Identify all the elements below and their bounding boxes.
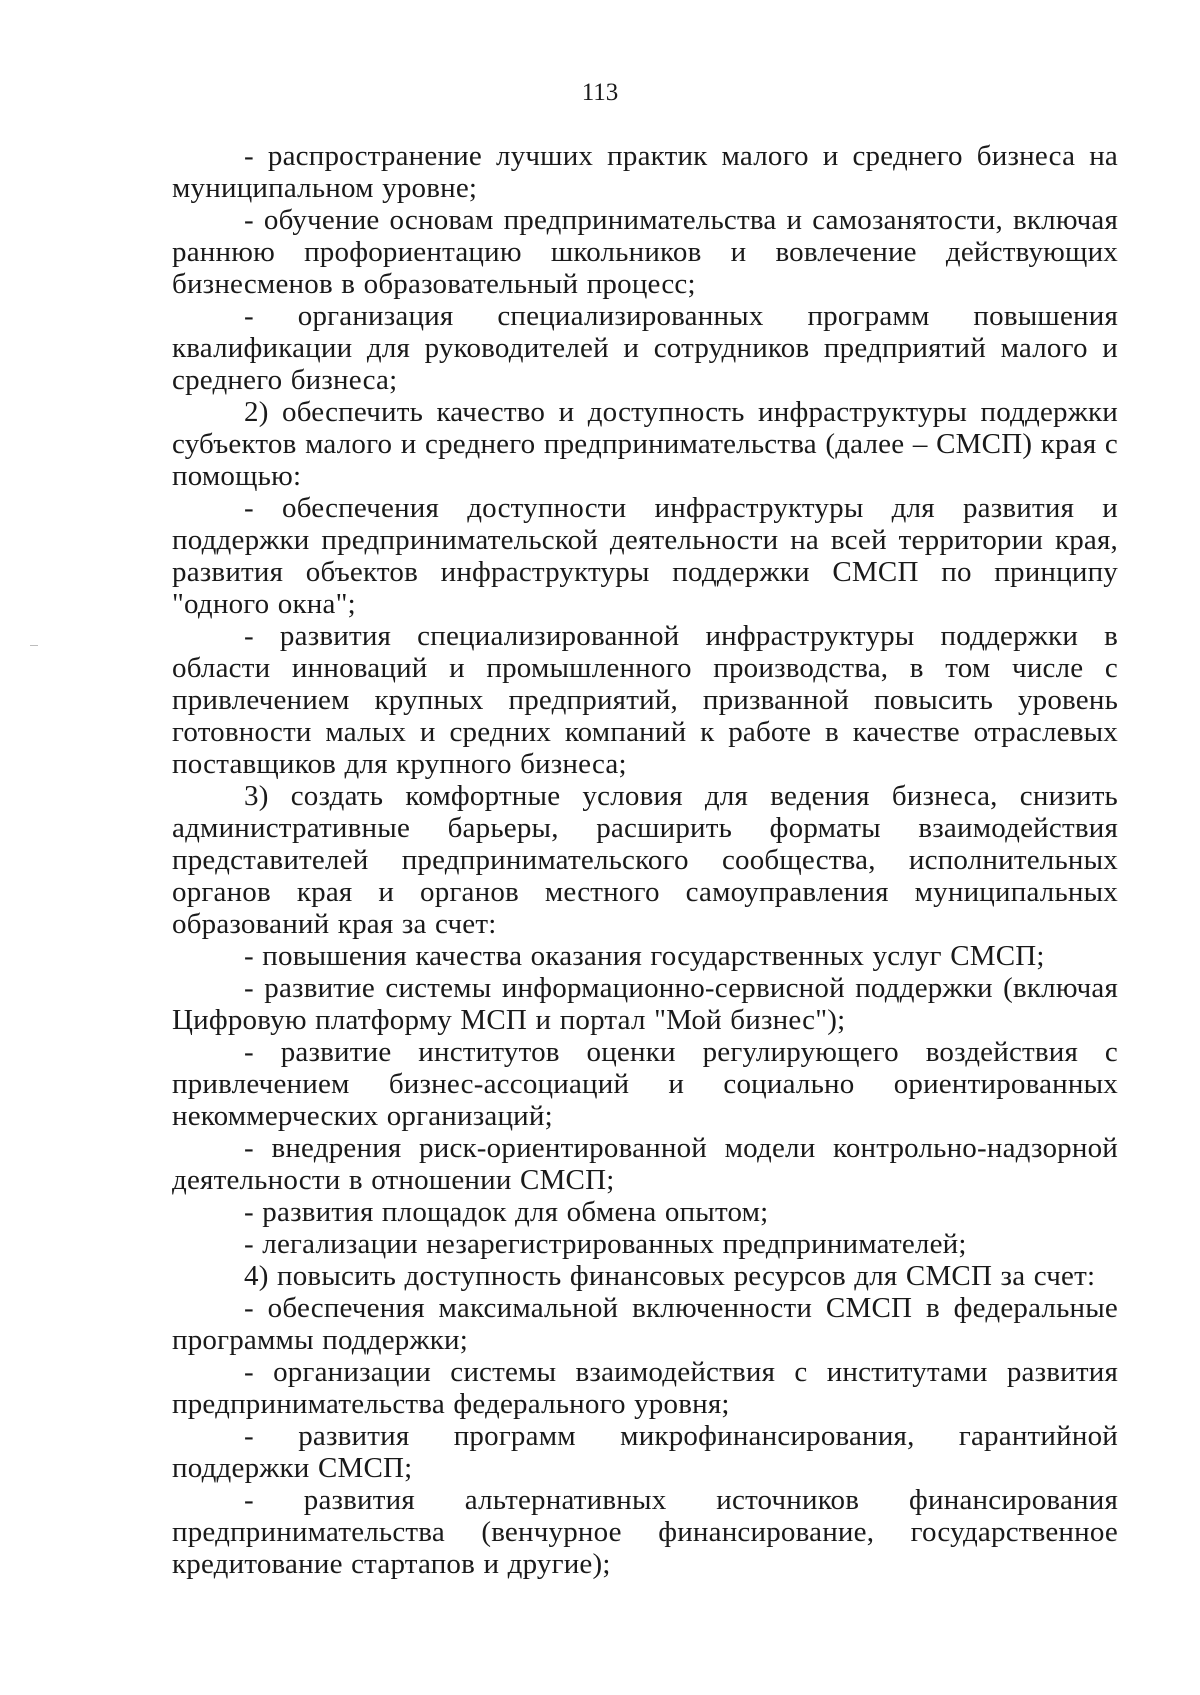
- paragraph-state-services-quality: - повышения качества оказания государственных услуг СМСП;: [244, 940, 1045, 972]
- scan-artifact-mark: [30, 645, 38, 646]
- paragraph-item-3-business-conditions: 3) создать комфортные условия для ведения бизнеса, снизить административные барьеры, расширить форматы взаимодействия представителей предпринимательского сообщества, исполнительных органов края и органов местного самоуправления муниципальных образований края за счет:: [172, 780, 1118, 940]
- paragraph-item-2-infrastructure: 2) обеспечить качество и доступность инфраструктуры поддержки субъектов малого и среднего предпринимательства (далее – СМСП) края с помощью:: [172, 396, 1118, 492]
- paragraph-item-4-financial-resources: 4) повысить доступность финансовых ресурсов для СМСП за счет:: [244, 1260, 1096, 1292]
- paragraph-information-support: - развитие системы информационно-сервисной поддержки (включая Цифровую платформу МСП и портал "Мой бизнес");: [172, 972, 1118, 1036]
- paragraph-regulatory-impact: - развитие институтов оценки регулирующего воздействия с привлечением бизнес-ассоциаций и социально ориентированных некоммерческих организаций;: [172, 1036, 1118, 1132]
- paragraph-qualification-programs: - организация специализированных программ повышения квалификации для руководителей и сотрудников предприятий малого и среднего бизнеса;: [172, 300, 1118, 396]
- paragraph-federal-programs: - обеспечения максимальной включенности СМСП в федеральные программы поддержки;: [172, 1292, 1118, 1356]
- paragraph-infrastructure-accessibility: - обеспечения доступности инфраструктуры для развития и поддержки предпринимательской деятельности на всей территории края, развития объектов инфраструктуры поддержки СМСП по принципу "одного окна";: [172, 492, 1118, 620]
- paragraph-best-practices: - распространение лучших практик малого и среднего бизнеса на муниципальном уровне;: [172, 140, 1118, 204]
- paragraph-specialized-infrastructure: - развития специализированной инфраструктуры поддержки в области инноваций и промышленного производства, в том числе с привлечением крупных предприятий, призванной повысить уровень готовности малых и средних компаний к работе в качестве отраслевых поставщиков для крупного бизнеса;: [172, 620, 1118, 780]
- page-number: 113: [581, 79, 619, 106]
- paragraph-experience-exchange: - развития площадок для обмена опытом;: [244, 1196, 769, 1228]
- paragraph-legalization: - легализации незарегистрированных предпринимателей;: [244, 1228, 967, 1260]
- paragraph-development-institutes: - организации системы взаимодействия с институтами развития предпринимательства федерального уровня;: [172, 1356, 1118, 1420]
- document-body: [172, 140, 1118, 1580]
- paragraph-entrepreneurship-training: - обучение основам предпринимательства и самозанятости, включая раннюю профориентацию школьников и вовлечение действующих бизнесменов в образовательный процесс;: [172, 204, 1118, 300]
- paragraph-microfinancing: - развития программ микрофинансирования, гарантийной поддержки СМСП;: [172, 1420, 1118, 1484]
- paragraph-risk-oriented-model: - внедрения риск-ориентированной модели контрольно-надзорной деятельности в отношении СМСП;: [172, 1132, 1118, 1196]
- paragraph-alternative-financing: - развития альтернативных источников финансирования предпринимательства (венчурное финансирование, государственное кредитование стартапов и другие);: [172, 1484, 1118, 1580]
